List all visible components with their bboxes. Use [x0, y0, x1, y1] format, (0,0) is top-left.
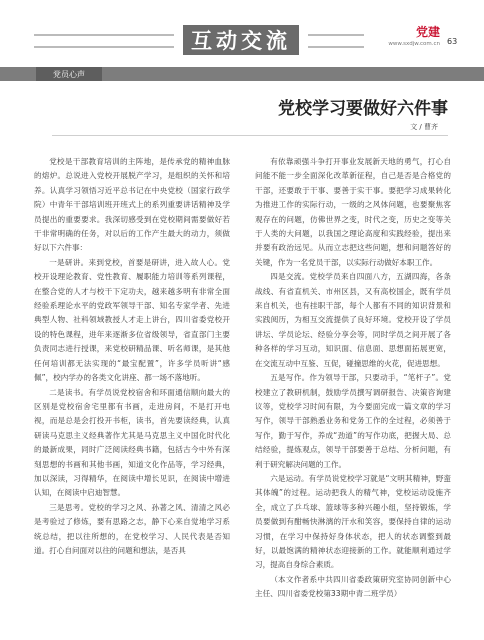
paragraph: 五是写作。作为领导干部，只要动手，“笔杆子”。党校建立了教研机制，鼓励学员撰写调研报告、决策咨询建议等，党校学习时间有限，为今要面完成一篇文章的学习写作，领导干部熟悉业务和党务工作的全过程，必须善于写作，勤于写作，养成“劲道”的写作功底，把握大局、总结经验，提炼观点，领导干部要善于总结、分析问题，有利于研究解决问题的工作。 — [255, 373, 451, 469]
paragraph: 党校是干部教育培训的主阵地，是传承党的精神血脉的熔炉。总说进入党校开展脱产学习，是组织的关怀和培养。认真学习领悟习近平总书记在中央党校（国家行政学院）中青年干部培训班开班式上的系列重要讲话精神及学员提出的重要要求。我深切感受到在党校期间需要做好若干非常明确的任务，对以后的工作产生最大的动力，须做好以下六件事： — [34, 157, 230, 253]
section-label: 党员心声 — [36, 67, 102, 81]
paragraph: 三是思考。党校的学习之风、孙著之风、清清之风必是考验过了修炼，要有思路之志，静下心来自觉地学习系统总结，把以往所想的，在党校学习、人民代表是否知道。打心自问面对以往的问题和想法，是否具 — [34, 502, 230, 555]
logo-mark: 党建 — [415, 25, 440, 39]
paragraph: 六是运动。有学员说党校学习就是“文明其精神，野蛮其体魄”的过程。运动把我人的精气神，党校运动设施齐全，成立了乒乓球、篮球等多种兴趣小组，坚持锻炼，学员要做到有酣畅快淋漓的汗水和笑容，要保持自律的运动习惯，在学习中保持好身体状态，把人的状态调整到最好，以最饱满的精神状态迎接新的工作。就能顺利通过学习，提高自身综合素质。 — [255, 473, 451, 570]
paragraph: 四是交流。党校学员来自四面八方，五湖四海，各条战线、有省直机关、市州区县，又有高校国企，既有学员来自机关，也有挂职干部，每个人都有不同的知识背景和实践阅历，为相互交流提供了良好环境。党校开设了学员讲坛、学员论坛、经验分享会等，同时学员之间开展了各种各样的学习互动，知识面、信息面、思想面拓展更宽，在交流互动中互鉴、互促，碰撞思维的火花，促进思想。 — [255, 272, 451, 368]
title-divider — [52, 135, 448, 136]
page-number: 63 — [447, 37, 458, 46]
article-column-left — [34, 155, 230, 558]
article-author: 文 / 曹齐 — [410, 123, 438, 131]
paragraph: 有依靠顽强斗争打开事业发展新天地的勇气，打心自问能不能一步全面深化改革新征程，自己是否是合格党的干部，还要敢于干事、要善于实干事。要把学习成果转化为推进工作的实际行动，一级的之风体问题，也要聚焦客观存在的问题，仿佛世界之变，时代之变，历史之变等关于人类的大问题，以我国之理论高度和实践经验，提出来并要有政治远见。从而立志把这些问题，想和问题答好的关键，作为一名党员干部，以实际行动做好本职工作。 — [255, 157, 451, 267]
banner-rule-right — [308, 34, 364, 48]
article-column-right — [255, 155, 451, 602]
paragraph: 二是读书。有学员说党校宿舍和环面通信顺向最大的区别是党校宿舍宅里都有书画，走进房间，不是打开电视，而是总是会打投开书柜，读书，首先要读经典，认真研读马克思主义经典著作尤其是马克思主义中国化时代化的最新成果，同时广泛阅读经典书籍，包括古今中外有深刻思想的书画和其他书画，知道文化作品等，学习经典，加以深读，习得精华，在阅读中增长见识，在阅读中增进认知，在阅读中启迪智慧。 — [34, 387, 230, 498]
column-banner: 互动交流 — [183, 25, 299, 55]
author-footnote: （本文作者系中共四川省委政策研究室协同创新中心主任、四川省委党校第33期中青二班学员） — [255, 574, 451, 599]
banner-rule-left — [34, 34, 174, 48]
logo-url: www.sxdjw.com.cn — [388, 41, 440, 47]
magazine-logo — [370, 23, 440, 47]
paragraph: 一是研讲。来到党校，首要是研讲，进入故人心。党校开设理论教育、党性教育、履职能力培训等系列课程，在整合党的人才与校干下定功夫，越来越多明有非常全面经验系理论水平的党政军领导干部、知名专家学者、先进典型人物、社科领域教授人才走上讲台，四川省委党校开设的特色课程，进年来逐渐多位省级领导，省直部门主要负责同志进行授课，来党校研精品课、听名师课，是其他任何培训都无法实现的“最宝配置”，许多学员听讲“感佩”，校内学办的各类文化讲座、都一场不落地听。 — [34, 257, 230, 383]
article-title: 党校学习要做好六件事 — [278, 99, 448, 119]
